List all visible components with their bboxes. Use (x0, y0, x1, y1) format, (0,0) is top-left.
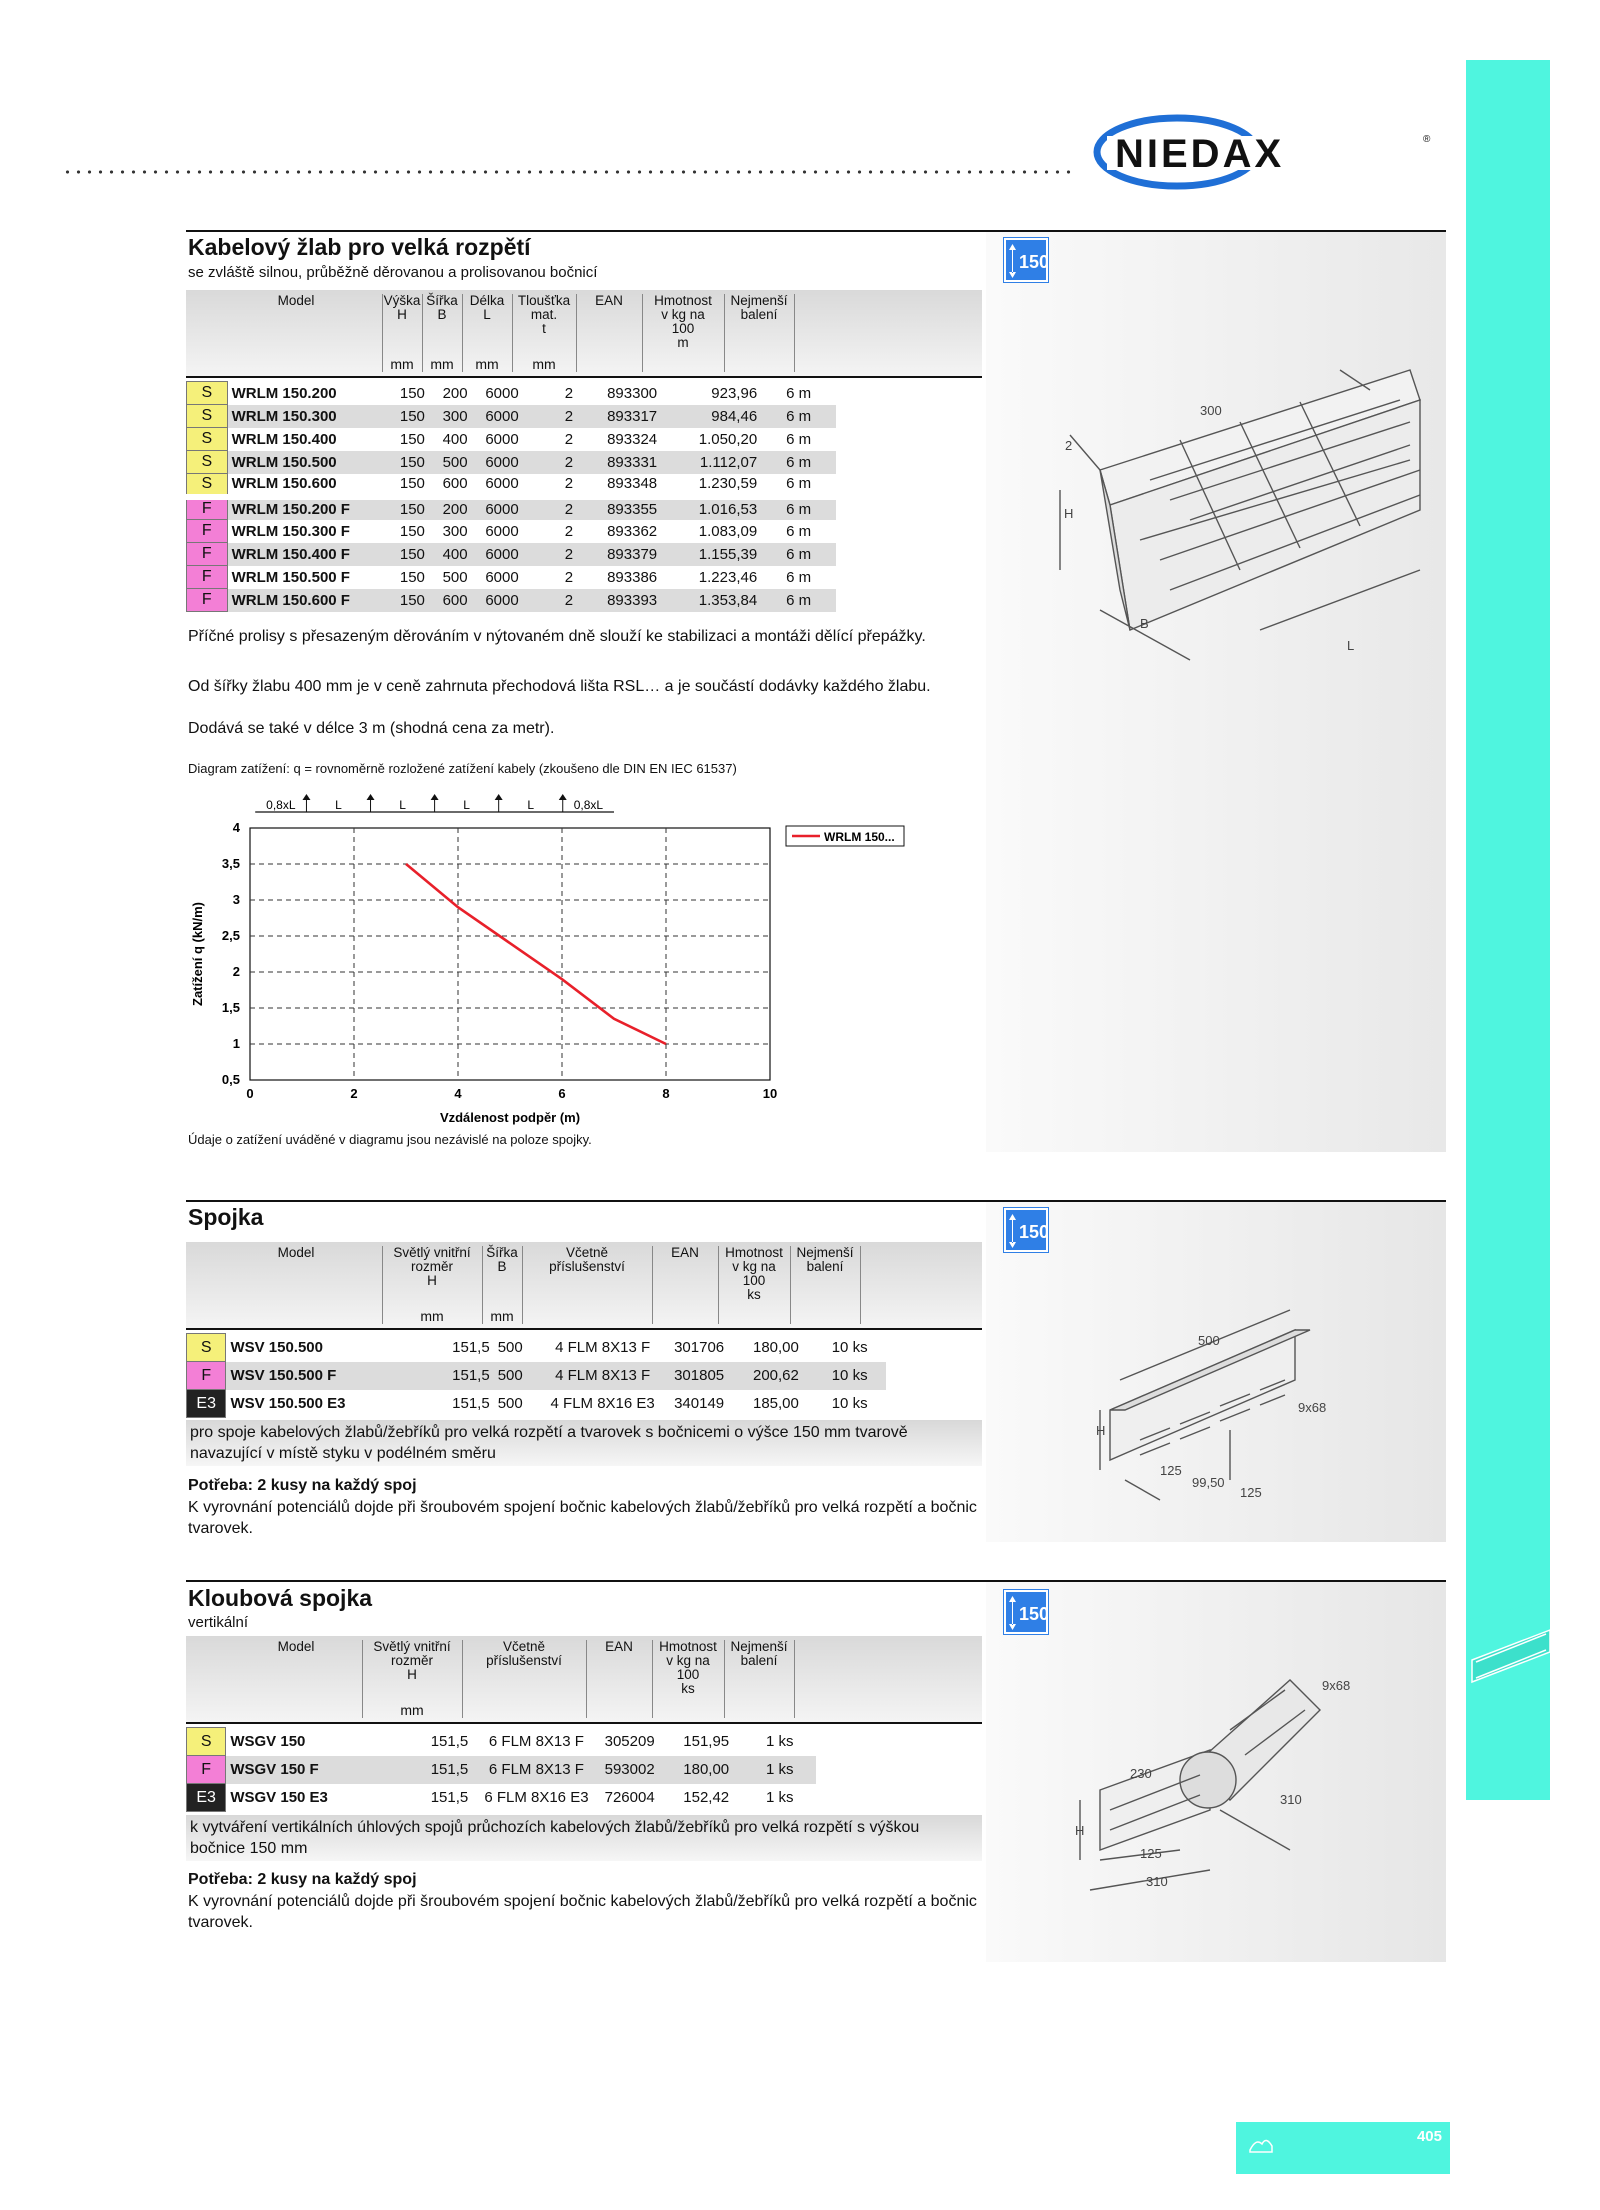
col-nejmensi: Nejmenší balení (730, 293, 788, 322)
pack-cell: 10 ks (831, 1339, 868, 1356)
pack-cell: 6 m (786, 475, 812, 492)
thickness-cell: 2 (535, 543, 603, 566)
table-row (187, 1334, 887, 1362)
pack-cell: 6 m (761, 405, 836, 428)
support-span-label: 0,8xL (573, 798, 604, 812)
finish-code-badge: F (187, 1362, 226, 1390)
thickness-cell: 2 (564, 522, 574, 540)
model-cell: WRLM 150.300 F (231, 522, 350, 540)
finish-code-badge: S (187, 405, 228, 428)
weight-cell: 180,00 (669, 1756, 744, 1784)
width-cell: 600 (439, 589, 482, 612)
col-delka: Délka L (469, 293, 505, 322)
model-cell: WRLM 150.400 (231, 430, 337, 448)
width-cell: 500 (439, 451, 482, 474)
width-cell: 200 (439, 497, 482, 520)
thickness-cell: 2 (535, 451, 603, 474)
ean-cell: 893355 (603, 497, 674, 520)
height-arrow-icon (1009, 244, 1016, 278)
height-cell: 151,5 (430, 1789, 469, 1806)
model-cell: WRLM 150.300 (227, 405, 396, 428)
pack-cell: 6 m (761, 543, 836, 566)
diagram-note: Údaje o zatížení uváděné v diagramu jsou nezávislé na poloze spojky. (188, 1132, 592, 1147)
ean-cell: 340149 (674, 1395, 725, 1412)
ean-cell: 305209 (604, 1733, 655, 1750)
height-cell: 150 (396, 543, 439, 566)
col-hmotnost: Hmotnost v kg na 100 m (654, 293, 712, 350)
height-cell: 150 (399, 475, 425, 492)
length-cell: 6000 (481, 405, 534, 428)
weight-cell: 1.353,84 (674, 589, 762, 612)
dim-9x68: 9x68 (1298, 1400, 1327, 1415)
model-cell: WSV 150.500 (230, 1339, 323, 1356)
y-tick-label: 1 (232, 1036, 240, 1051)
load-diagram-chart (186, 790, 906, 1140)
dim-h: H (1075, 1823, 1085, 1838)
model-cell: WRLM 150.600 (231, 475, 337, 492)
table-row (187, 497, 837, 520)
model-cell: WRLM 150.500 F (231, 568, 350, 586)
support-arrowhead (495, 794, 503, 800)
weight-cell: 1.112,07 (674, 451, 762, 474)
pack-cell: 6 m (786, 522, 812, 540)
finish-code-badge: S (187, 1728, 226, 1756)
length-cell: 6000 (481, 451, 534, 474)
pack-cell: 6 m (761, 497, 836, 520)
ean-cell: 893393 (603, 589, 674, 612)
pack-cell: 10 ks (813, 1362, 886, 1390)
height-150-badge (1004, 1208, 1048, 1252)
col-model: Model (277, 293, 315, 308)
dim-300: 300 (1200, 403, 1222, 418)
length-cell: 6000 (485, 568, 519, 586)
hand-icon (1246, 2130, 1276, 2160)
col-sirka: Šířka B (486, 1245, 518, 1274)
col-ean: EAN (595, 293, 623, 308)
dim-h: H (1096, 1423, 1106, 1438)
height-arrow-icon (1009, 1596, 1016, 1630)
model-cell: WSGV 150 E3 (230, 1789, 328, 1806)
y-tick-label: 0,5 (221, 1072, 240, 1087)
section1-para3: Dodává se také v délce 3 m (shodná cena za metr). (188, 720, 555, 737)
height-cell: 151,5 (369, 1756, 473, 1784)
niedax-logo (1085, 110, 1445, 190)
model-cell: WRLM 150.200 (231, 384, 337, 402)
y-tick-label: 3,5 (221, 856, 240, 871)
pack-cell: 6 m (786, 384, 812, 402)
unit-mm: mm (420, 1308, 444, 1324)
thickness-cell: 2 (535, 405, 603, 428)
height-150-badge (1004, 1590, 1048, 1634)
x-tick-label: 2 (350, 1086, 358, 1101)
finish-code-badge: F (187, 543, 228, 566)
col-model: Model (277, 1639, 315, 1654)
thickness-cell: 2 (564, 384, 574, 402)
section3-table-header (186, 1636, 982, 1724)
thickness-cell: 2 (535, 589, 603, 612)
weight-cell: 923,96 (711, 384, 758, 402)
col-nejmensi: Nejmenší balení (796, 1245, 854, 1274)
section2-product-table (186, 1333, 886, 1418)
unit-mm: mm (390, 356, 414, 372)
height-cell: 150 (396, 451, 439, 474)
table-row (187, 543, 837, 566)
dim-h: H (1064, 506, 1074, 521)
x-tick-label: 0 (246, 1086, 254, 1101)
width-cell: 300 (442, 522, 468, 540)
pack-cell: 6 m (786, 568, 812, 586)
ean-cell: 893379 (603, 543, 674, 566)
section1-product-table (186, 381, 836, 612)
finish-code-badge: S (187, 1334, 226, 1362)
height-cell: 150 (396, 589, 439, 612)
pack-cell: 6 m (761, 451, 836, 474)
accessory-cell: 6 FLM 8X16 E3 (484, 1789, 589, 1806)
col-ean: EAN (671, 1245, 699, 1260)
accessory-cell: 4 FLM 8X13 F (555, 1339, 651, 1356)
col-hmotnost: Hmotnost v kg na 100 ks (659, 1639, 717, 1696)
finish-code-badge: F (187, 566, 228, 589)
finish-code-badge: E3 (187, 1784, 226, 1812)
x-tick-label: 6 (558, 1086, 566, 1101)
accessory-cell: 6 FLM 8X13 F (488, 1733, 584, 1750)
height-cell: 150 (396, 405, 439, 428)
finish-code-badge: F (187, 589, 228, 612)
badge-value: 150 (1019, 1604, 1050, 1624)
weight-cell: 1.083,09 (698, 522, 758, 540)
table-row (187, 428, 837, 451)
length-cell: 6000 (485, 522, 519, 540)
x-axis-label: Vzdálenost podpěr (m) (439, 1110, 581, 1125)
support-arrowhead (367, 794, 375, 800)
dim-9x68: 9x68 (1322, 1678, 1351, 1693)
dim-125: 125 (1240, 1485, 1262, 1500)
splice-plate-drawing (1080, 1300, 1440, 1520)
weight-cell: 1.155,39 (674, 543, 762, 566)
table-row (187, 382, 837, 405)
dim-99-50: 99,50 (1192, 1475, 1225, 1490)
finish-code-badge: S (187, 474, 228, 497)
support-span-label: L (335, 798, 342, 812)
table-row (187, 566, 837, 589)
accessory-cell: 6 FLM 8X13 F (472, 1756, 600, 1784)
length-cell: 6000 (481, 497, 534, 520)
y-tick-label: 1,5 (221, 1000, 240, 1015)
width-cell: 500 (494, 1362, 536, 1390)
col-svetly: Světlý vnitřní rozměr H (393, 1245, 471, 1288)
col-sirka: Šířka B (426, 293, 458, 322)
finish-code-badge: F (187, 1756, 226, 1784)
accessory-cell: 4 FLM 8X16 E3 (550, 1395, 655, 1412)
y-tick-label: 2,5 (221, 928, 240, 943)
section1-para1: Příčné prolisy s přesazeným děrováním v nýtovaném dně slouží ke stabilizaci a montáži dělící přepážky. (188, 628, 926, 645)
accessory-cell: 4 FLM 8X13 F (535, 1362, 670, 1390)
height-arrow-icon (1009, 1214, 1016, 1248)
table-row (187, 1728, 817, 1756)
length-cell: 6000 (481, 543, 534, 566)
ean-cell: 893317 (603, 405, 674, 428)
table-row (187, 1362, 887, 1390)
table-row (187, 520, 837, 543)
unit-mm: mm (430, 356, 454, 372)
dim-125: 125 (1160, 1463, 1182, 1478)
section3-title: Kloubová spojka (188, 1585, 373, 1611)
cable-tray-drawing (1040, 330, 1440, 670)
x-tick-label: 10 (762, 1086, 778, 1101)
col-vcetne: Včetně příslušenství (486, 1639, 562, 1668)
height-cell: 151,5 (452, 1339, 490, 1356)
finish-code-badge: F (187, 520, 228, 543)
y-tick-label: 3 (232, 892, 240, 907)
finish-code-badge: F (187, 497, 228, 520)
model-cell: WSGV 150 F (226, 1756, 369, 1784)
dim-2: 2 (1065, 438, 1073, 453)
finish-code-badge: S (187, 451, 228, 474)
weight-cell: 200,62 (739, 1362, 814, 1390)
section2-title: Spojka (188, 1204, 264, 1230)
weight-cell: 180,00 (752, 1339, 799, 1356)
height-cell: 150 (396, 497, 439, 520)
height-150-badge (1004, 238, 1048, 282)
ean-cell: 726004 (604, 1789, 655, 1806)
thickness-cell: 2 (564, 430, 574, 448)
width-cell: 200 (442, 384, 468, 402)
weight-cell: 1.016,53 (674, 497, 762, 520)
height-cell: 150 (399, 568, 425, 586)
ean-cell: 893362 (607, 522, 658, 540)
weight-cell: 151,95 (683, 1733, 730, 1750)
dim-b: B (1140, 616, 1149, 631)
col-nejmensi: Nejmenší balení (730, 1639, 788, 1668)
support-span-label: L (399, 798, 406, 812)
weight-cell: 152,42 (683, 1789, 730, 1806)
unit-mm: mm (490, 1308, 514, 1324)
col-svetly: Světlý vnitřní rozměr H (373, 1639, 451, 1682)
side-color-tab (1466, 60, 1550, 1800)
weight-cell: 984,46 (674, 405, 762, 428)
weight-cell: 185,00 (752, 1395, 799, 1412)
unit-mm: mm (475, 356, 499, 372)
pack-cell: 1 ks (743, 1756, 816, 1784)
dim-l: L (1347, 638, 1355, 653)
plot-area (250, 828, 770, 1080)
section3-note: k vytváření vertikálních úhlových spojů průchozích kabelových žlabů/žebříků pro velká rozpětí s výškou bočnice 150 mm (186, 1815, 982, 1861)
width-cell: 300 (439, 405, 482, 428)
col-hmotnost: Hmotnost v kg na 100 ks (725, 1245, 783, 1302)
legend-label: WRLM 150... (824, 830, 895, 844)
weight-cell: 1.050,20 (698, 430, 758, 448)
table-row (187, 474, 837, 497)
support-arrowhead (302, 794, 310, 800)
height-cell: 151,5 (430, 1733, 469, 1750)
table-row (187, 1390, 887, 1418)
thickness-cell: 2 (564, 475, 574, 492)
width-cell: 500 (497, 1395, 523, 1412)
col-model: Model (277, 1245, 315, 1260)
ean-cell: 893300 (607, 384, 658, 402)
ean-cell: 893386 (607, 568, 658, 586)
model-cell: WRLM 150.600 F (227, 589, 396, 612)
section1-table-header (186, 290, 982, 378)
length-cell: 6000 (485, 475, 519, 492)
dim-125: 125 (1140, 1846, 1162, 1861)
col-ean: EAN (605, 1639, 633, 1654)
width-cell: 600 (442, 475, 468, 492)
section2-table-header (186, 1242, 982, 1330)
width-cell: 500 (497, 1339, 523, 1356)
dotted-rule (62, 170, 1072, 174)
support-span-label: L (527, 798, 535, 812)
pack-cell: 6 m (786, 430, 812, 448)
ean-cell: 301805 (670, 1362, 738, 1390)
svg-text:NIEDAX: NIEDAX (1115, 132, 1285, 176)
support-arrowhead (559, 794, 567, 800)
table-row (187, 589, 837, 612)
dim-310: 310 (1146, 1874, 1168, 1889)
badge-value: 150 (1019, 1222, 1050, 1242)
length-cell: 6000 (481, 589, 534, 612)
section1-title: Kabelový žlab pro velká rozpětí (188, 234, 531, 260)
pack-cell: 1 ks (765, 1789, 794, 1806)
section3-product-table (186, 1727, 816, 1812)
model-cell: WSGV 150 (230, 1733, 306, 1750)
height-cell: 151,5 (390, 1362, 494, 1390)
length-cell: 6000 (485, 430, 519, 448)
height-cell: 150 (399, 384, 425, 402)
model-cell: WRLM 150.200 F (227, 497, 396, 520)
length-cell: 6000 (485, 384, 519, 402)
support-span-label: L (463, 798, 470, 812)
ean-cell: 893348 (607, 475, 658, 492)
col-vyska: Výška H (383, 293, 421, 322)
section1-para2: Od šířky žlabu 400 mm je v ceně zahrnuta přechodová lišta RSL… a je součástí dodávky každého žlabu. (188, 678, 931, 695)
section3-need: Potřeba: 2 kusy na každý spoj (188, 1871, 417, 1888)
x-tick-label: 4 (454, 1086, 462, 1101)
hinge-coupler-drawing (1060, 1650, 1440, 1950)
weight-cell: 1.230,59 (698, 475, 758, 492)
thickness-cell: 2 (564, 568, 574, 586)
ean-cell: 893331 (603, 451, 674, 474)
section2-note: pro spoje kabelových žlabů/žebříků pro velká rozpětí a tvarovek s bočnicemi o výšce 150 mm tvarově navazující v místě styku v podélném směru (186, 1420, 982, 1466)
width-cell: 500 (442, 568, 468, 586)
section3-para: K vyrovnání potenciálů dojde při šroubovém spojení bočnic kabelových žlabů/žebříků pro velká rozpětí a bočnic tvarovek. (188, 1893, 977, 1931)
section2-para: K vyrovnání potenciálů dojde při šroubovém spojení bočnic kabelových žlabů/žebříků pro velká rozpětí a bočnic tvarovek. (188, 1499, 977, 1537)
width-cell: 400 (442, 430, 468, 448)
pack-cell: 10 ks (831, 1395, 868, 1412)
dim-310: 310 (1280, 1792, 1302, 1807)
svg-text:®: ® (1423, 134, 1431, 145)
page-number-box (1236, 2122, 1450, 2174)
y-tick-label: 2 (232, 964, 240, 979)
weight-cell: 1.223,46 (698, 568, 758, 586)
thickness-cell: 2 (535, 497, 603, 520)
x-tick-label: 8 (662, 1086, 670, 1101)
col-vcetne: Včetně příslušenství (549, 1245, 625, 1274)
height-cell: 150 (399, 522, 425, 540)
support-span-label: 0,8xL (266, 798, 296, 812)
ean-cell: 301706 (674, 1339, 725, 1356)
model-cell: WRLM 150.500 (227, 451, 396, 474)
pack-cell: 6 m (761, 589, 836, 612)
model-cell: WRLM 150.400 F (227, 543, 396, 566)
dim-230: 230 (1130, 1766, 1152, 1781)
badge-value: 150 (1019, 252, 1050, 272)
y-axis-label: Zatížení q (kN/m) (190, 901, 205, 1007)
model-cell: WSV 150.500 F (226, 1362, 390, 1390)
finish-code-badge: S (187, 382, 228, 405)
pack-cell: 1 ks (765, 1733, 794, 1750)
height-cell: 151,5 (452, 1395, 490, 1412)
unit-mm: mm (532, 356, 556, 372)
section1-subtitle: se zvláště silnou, průběžně děrovanou a prolisovanou bočnicí (188, 264, 598, 281)
section2-need: Potřeba: 2 kusy na každý spoj (188, 1477, 417, 1494)
table-row (187, 451, 837, 474)
table-row (187, 1784, 817, 1812)
ean-cell: 893324 (607, 430, 658, 448)
page-number: 405 (1416, 2128, 1442, 2145)
col-tloustka: Tloušťka mat. t (517, 293, 571, 336)
tray-thumbnail-icon (1466, 1600, 1550, 1800)
finish-code-badge: E3 (187, 1390, 226, 1418)
table-row (187, 1756, 817, 1784)
y-tick-label: 4 (232, 820, 240, 835)
unit-mm: mm (400, 1702, 424, 1718)
ean-cell: 593002 (601, 1756, 669, 1784)
section3-subtitle: vertikální (188, 1614, 249, 1631)
model-cell: WSV 150.500 E3 (230, 1395, 346, 1412)
height-cell: 150 (399, 430, 425, 448)
dim-500: 500 (1198, 1333, 1220, 1348)
diagram-caption: Diagram zatížení: q = rovnoměrně rozložené zatížení kabely (zkoušeno dle DIN EN IEC 61537) (188, 761, 737, 776)
finish-code-badge: S (187, 428, 228, 451)
support-arrowhead (431, 794, 439, 800)
table-row (187, 405, 837, 428)
width-cell: 400 (439, 543, 482, 566)
